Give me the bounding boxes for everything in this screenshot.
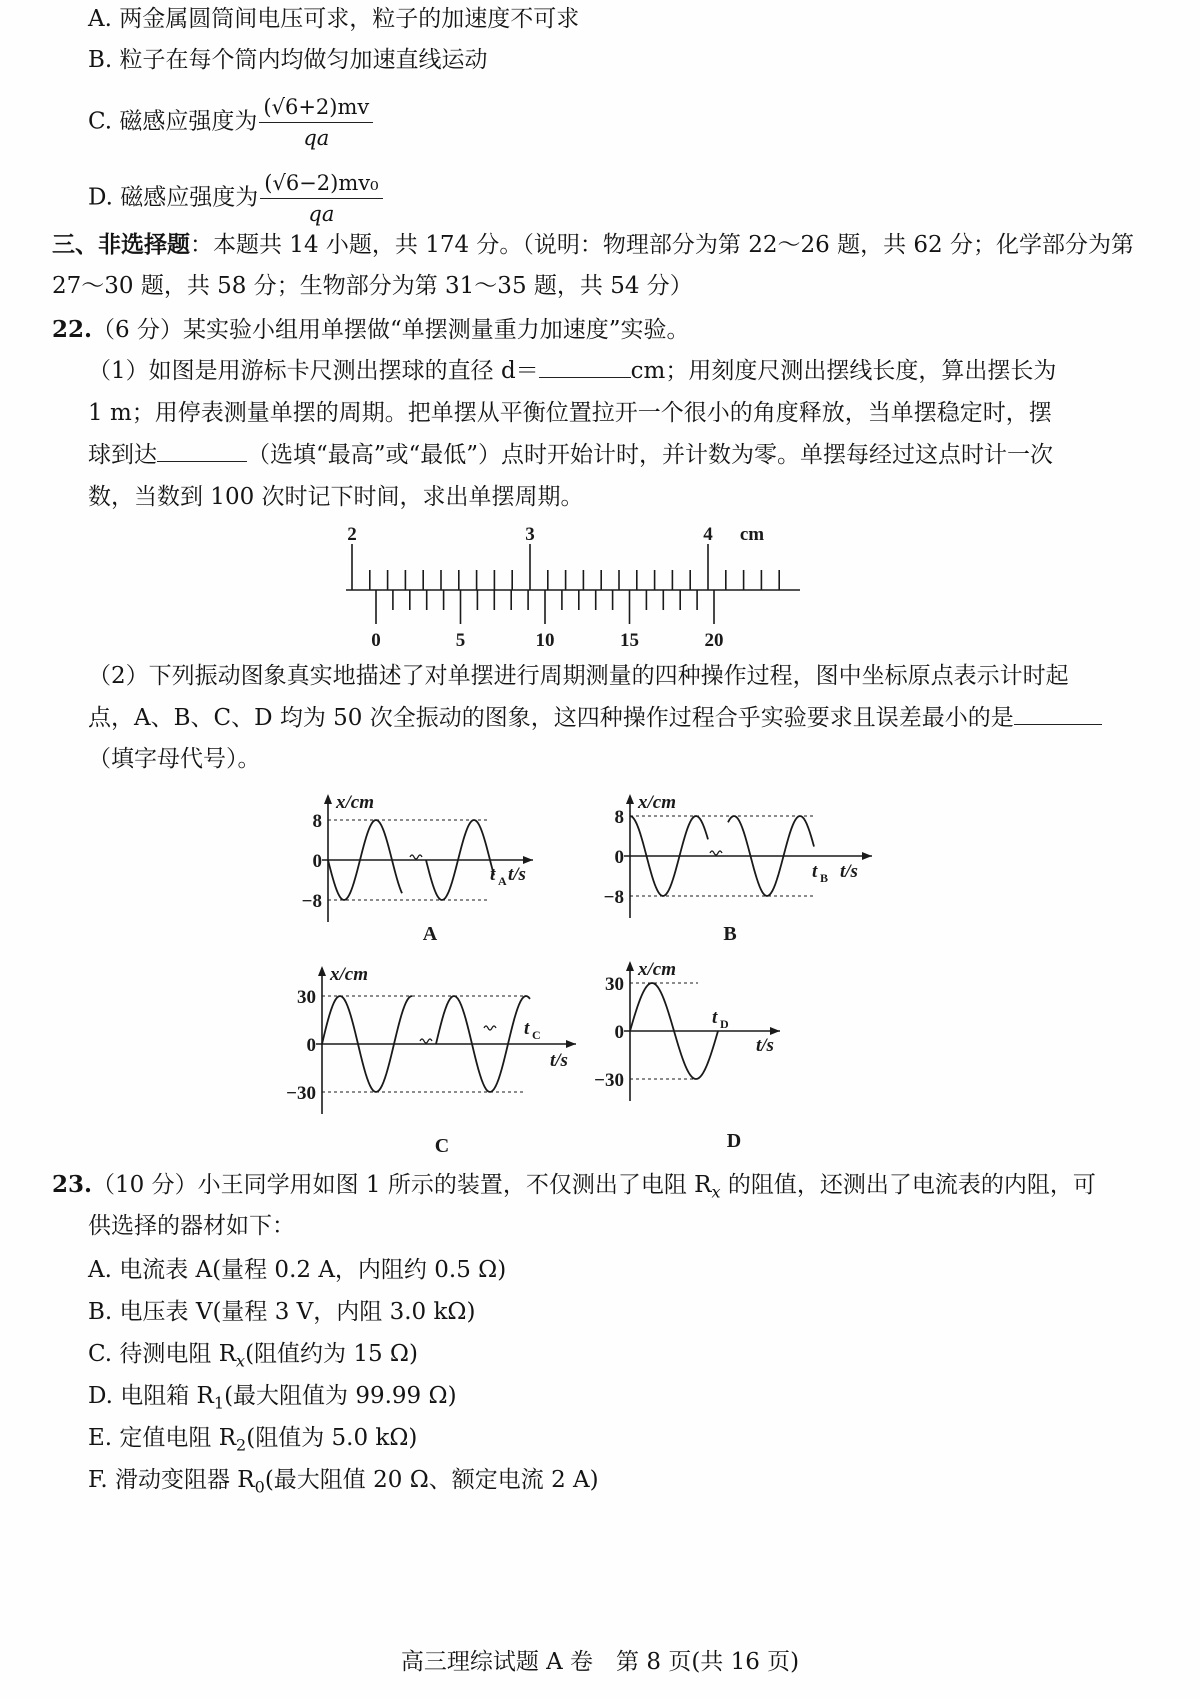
y-tick-label: 30 (605, 974, 624, 995)
q22-stem (52, 314, 689, 346)
axis-break-mark (410, 855, 422, 859)
option-d (88, 170, 383, 227)
q22-p1-line1-a: （1）如图是用游标卡尺测出摆球的直径 d＝ (88, 358, 539, 384)
y-tick-label: 8 (614, 807, 624, 828)
main-scale-label: 3 (525, 524, 535, 545)
x-axis-label: t/s (550, 1050, 568, 1071)
vernier-caliper-figure (330, 520, 830, 650)
equipment-c-post: (阻值约为 15 Ω) (245, 1341, 418, 1367)
x-axis-label: t/s (756, 1035, 774, 1056)
main-scale-label: 2 (347, 524, 357, 545)
oscillation-graph-b (590, 788, 880, 948)
y-tick-label: −8 (301, 891, 322, 912)
x-axis-arrow (523, 856, 533, 864)
option-c-numerator: (√6+2)mv (259, 94, 373, 123)
x-axis-arrow (862, 852, 872, 860)
oscillation-graph-a (298, 788, 568, 948)
q23-stem-line1 (52, 1169, 1096, 1209)
q22-p1-line1-b: cm；用刻度尺测出摆线长度，算出摆长为 (630, 358, 1057, 384)
equipment-f-sub: 0 (254, 1477, 265, 1497)
axis-break-mark (710, 851, 722, 855)
option-d-prefix: D. 磁感应强度为 (88, 184, 259, 211)
x-axis-arrow (770, 1027, 780, 1035)
end-time-label: t (524, 1018, 530, 1039)
equipment-d-post: (最大阻值为 99.99 Ω) (224, 1383, 457, 1409)
q22-p1-line1 (88, 355, 1056, 387)
y-tick-label: −8 (603, 887, 624, 908)
y-axis-label: x/cm (336, 792, 374, 813)
end-time-subscript: C (532, 1028, 541, 1042)
q23-stem-line2: 供选择的器材如下： (88, 1213, 295, 1239)
x-axis-label: t/s (508, 864, 526, 885)
equipment-f-post: (最大阻值 20 Ω、额定电流 2 A) (264, 1467, 599, 1493)
y-axis-arrow (626, 961, 634, 971)
y-tick-label: 30 (297, 987, 316, 1008)
equipment-d-pre: D. 电阻箱 R (88, 1383, 214, 1409)
y-axis-arrow (318, 966, 326, 976)
page-footer: 高三理综试题 A 卷 第 8 页(共 16 页) (400, 1649, 800, 1675)
end-time-subscript: B (820, 871, 829, 885)
y-axis-label: x/cm (638, 792, 676, 813)
q22-p2-line3: （填字母代号）。 (88, 746, 261, 772)
option-c-fraction (259, 94, 373, 151)
equipment-a: A. 电流表 A(量程 0.2 A，内阻约 0.5 Ω) (88, 1257, 507, 1283)
end-time-subscript: A (498, 874, 507, 888)
section3-desc: ：本题共 14 小题，共 174 分。（说明：物理部分为第 22～26 题，共 62 分；化学部分为第 (190, 232, 1134, 258)
answer-blank-graph[interactable] (1014, 702, 1102, 725)
option-d-denominator: qa (308, 202, 335, 226)
option-c-prefix: C. 磁感应强度为 (88, 108, 258, 135)
section3-line1 (52, 229, 1134, 261)
equipment-e (88, 1422, 417, 1462)
y-tick-label: 0 (614, 1022, 624, 1043)
q22-stem-text: （6 分）某实验小组用单摆做“单摆测量重力加速度”实验。 (92, 317, 690, 343)
q23-stem-text: （10 分）小王同学用如图 1 所示的装置，不仅测出了电阻 R (92, 1172, 712, 1198)
q22-p1-line3-a: 球到达 (88, 442, 157, 468)
equipment-f-pre: F. 滑动变阻器 R (88, 1467, 255, 1493)
y-tick-label: −30 (286, 1083, 316, 1104)
y-tick-label: 0 (614, 847, 624, 868)
option-d-numerator: (√6−2)mv₀ (260, 170, 382, 199)
graph-caption: A (422, 923, 438, 945)
option-a: A. 两金属圆筒间电压可求，粒子的加速度不可求 (88, 6, 580, 32)
graph-caption: B (723, 923, 737, 945)
option-c-denominator: qa (303, 126, 330, 150)
axis-break-mark (420, 1039, 432, 1043)
equipment-c-pre: C. 待测电阻 R (88, 1341, 237, 1367)
equipment-c-sub: x (236, 1351, 246, 1371)
y-tick-label: 0 (306, 1035, 316, 1056)
y-axis-arrow (324, 794, 332, 804)
y-axis-arrow (626, 794, 634, 804)
q23-stem-sub: x (711, 1182, 721, 1202)
graph-caption: D (726, 1130, 742, 1152)
y-axis-label: x/cm (638, 959, 676, 980)
equipment-f (88, 1464, 599, 1504)
q22-p1-line2: 1 m；用停表测量单摆的周期。把单摆从平衡位置拉开一个很小的角度释放，当单摆稳定时，摆 (88, 400, 1052, 426)
y-tick-label: 8 (312, 811, 322, 832)
q22-p1-line3-b: （选填“最高”或“最低”）点时开始计时，并计数为零。单摆每经过这点时计一次 (247, 442, 1054, 468)
graph-caption: C (434, 1135, 450, 1157)
vernier-scale-label: 20 (704, 630, 724, 651)
x-axis-arrow (566, 1040, 576, 1048)
y-tick-label: −30 (594, 1070, 624, 1091)
vernier-scale-label: 5 (455, 630, 466, 651)
main-scale-unit: cm (739, 524, 765, 545)
q22-p1-line3 (88, 439, 1053, 471)
vernier-scale-label: 10 (535, 630, 555, 651)
end-time-label: t (712, 1007, 718, 1028)
q23-number: 23. (52, 1171, 93, 1198)
vernier-scale-label: 15 (620, 630, 639, 651)
section3-heading: 三、非选择题 (52, 231, 190, 258)
option-c (88, 94, 373, 151)
q22-p1-line4: 数，当数到 100 次时记下时间，求出单摆周期。 (88, 484, 584, 510)
end-time-label: t (490, 864, 496, 885)
main-scale-label: 4 (703, 524, 713, 545)
q22-p2-line1: （2）下列振动图象真实地描述了对单摆进行周期测量的四种操作过程，图中坐标原点表示计时起 (88, 663, 1069, 689)
equipment-d-sub: 1 (213, 1393, 225, 1413)
equipment-c (88, 1338, 418, 1378)
end-time-label: t (812, 861, 818, 882)
option-d-fraction (260, 170, 382, 227)
x-axis-label: t/s (840, 861, 858, 882)
equipment-e-pre: E. 定值电阻 R (88, 1425, 237, 1451)
oscillation-graph-c (280, 960, 590, 1160)
section3-line2: 27～30 题，共 58 分；生物部分为第 31～35 题，共 54 分） (52, 273, 693, 299)
q22-p2-line2-text: 点，A、B、C、D 均为 50 次全振动的图象，这四种操作过程合乎实验要求且误差最小的是 (88, 705, 1014, 731)
equipment-d (88, 1380, 457, 1420)
answer-blank-position[interactable] (157, 439, 247, 462)
oscillation-graph-d (590, 955, 800, 1155)
equipment-b: B. 电压表 V(量程 3 V，内阻 3.0 kΩ) (88, 1299, 476, 1325)
option-b: B. 粒子在每个筒内均做匀加速直线运动 (88, 47, 488, 73)
q22-p2-line2 (88, 702, 1102, 734)
end-time-subscript: D (720, 1017, 729, 1031)
equipment-e-post: (阻值为 5.0 kΩ) (246, 1425, 418, 1451)
vernier-scale-label: 0 (371, 630, 381, 651)
y-tick-label: 0 (312, 851, 322, 872)
q22-number: 22. (52, 316, 93, 343)
equipment-e-sub: 2 (236, 1435, 247, 1455)
answer-blank-diameter[interactable] (539, 355, 631, 378)
q23-stem-end: 的阻值，还测出了电流表的内阻，可 (720, 1172, 1096, 1198)
y-axis-label: x/cm (330, 964, 368, 985)
